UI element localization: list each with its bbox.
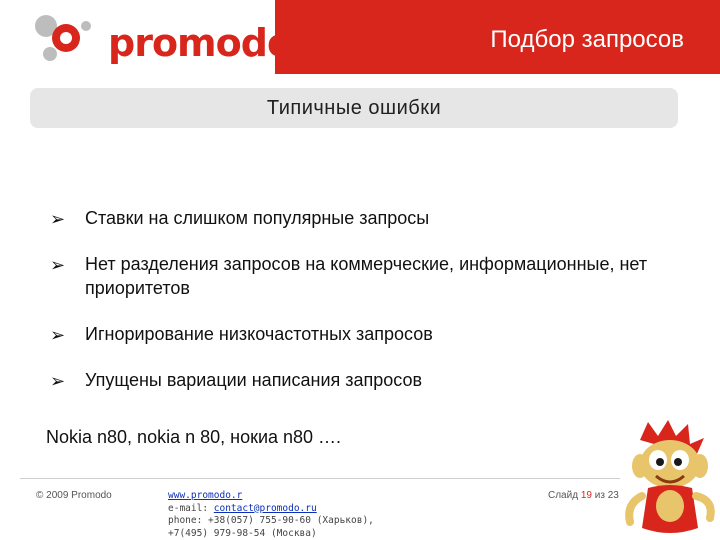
slide-counter [548,490,619,501]
subtitle: Типичные ошибки [266,97,442,119]
phone-line: phone: +38(057) 755-90-60 (Харьков), [168,515,374,526]
page-title: Подбор запросов [490,26,684,53]
bullet-text: Ставки на слишком популярные запросы [85,208,430,228]
bullet-item [46,206,686,230]
logo-text: promodo [108,21,293,65]
subtitle-bar [30,88,678,128]
slide-mid: из [591,490,608,501]
bullet-item [46,322,686,346]
logo-mark-icon [30,10,110,66]
email-link[interactable]: contact@promodo.ru [213,502,317,514]
example-text: Nokia n80, nokia n 80, нокиа n80 …. [46,427,342,447]
slide-total: 23 [607,490,619,501]
footer-copyright: © 2009 Promodo [36,490,112,501]
footer-contacts [168,490,374,540]
email-label: e-mail: [168,502,214,514]
bullet-list [46,206,686,414]
bullet-item [46,252,686,300]
arrowhead-bullet-icon: ➢ [50,371,66,391]
promodo-logo[interactable] [30,10,293,66]
arrowhead-bullet-icon: ➢ [50,255,66,275]
phone-line: +7(495) 979-98-54 (Москва) [168,527,317,539]
bullet-item [46,368,686,392]
footer-divider [20,478,620,479]
bullet-text: Упущены вариации написания запросов [85,370,423,390]
bullet-text: Нет разделения запросов на коммерческие, информационные, нет приоритетов [85,254,648,298]
bullet-text: Игнорирование низкочастотных запросов [85,324,433,344]
header-bar [0,0,720,74]
slide-prefix: Слайд [548,490,581,501]
slide-number: 19 [580,490,592,501]
website-link[interactable]: www.promodo.r [168,490,243,501]
mascot-illustration [618,418,720,540]
arrowhead-bullet-icon: ➢ [50,209,66,229]
arrowhead-bullet-icon: ➢ [50,325,66,345]
